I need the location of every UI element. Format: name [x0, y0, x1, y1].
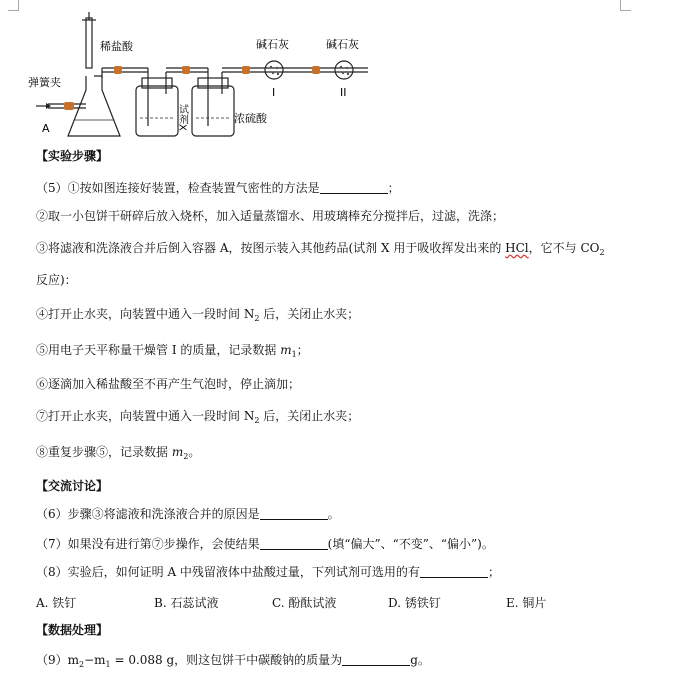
heading-steps: 【实验步骤】	[36, 149, 109, 163]
option-b[interactable]: B. 石蕊试液	[154, 596, 219, 610]
heading-data: 【数据处理】	[36, 623, 109, 637]
question-8: （8）实验后，如何证明 A 中残留液体中盐酸过量，下列试剂可选用的有 ；	[36, 565, 500, 579]
flask-a	[68, 76, 120, 136]
hcl-term: HCl	[505, 241, 529, 255]
option-e[interactable]: E. 铜片	[506, 596, 547, 610]
question-9: $(9)m_2-m_1 = 0.088$ g，则这包饼干中碳酸钠的质量为 g。	[36, 653, 430, 669]
drying-tube-2	[335, 61, 353, 79]
label-acid: 稀盐酸	[100, 40, 133, 53]
answer-blank-5[interactable]	[320, 181, 388, 194]
answer-blank-7[interactable]	[260, 537, 328, 550]
option-a[interactable]: A. 铁钉	[36, 596, 77, 610]
label-flask: A	[42, 122, 50, 135]
question-7: （7）如果没有进行第⑦步操作，会使结果 (填“偏大”、“不变”、“偏小”)。	[36, 537, 494, 551]
answer-blank-8[interactable]	[420, 565, 488, 578]
step-7: ⑦打开止水夹，向装置中通入一段时间 $N_2$ 后，关闭止水夹；	[36, 409, 360, 425]
bottle-sulfuric-acid	[192, 86, 234, 136]
label-tube-1: I	[272, 86, 276, 99]
label-clip: 弹簧夹	[28, 76, 61, 89]
question-6: （6）步骤③将滤液和洗涤液合并的原因是 。	[36, 507, 340, 521]
step-8: ⑧重复步骤⑤，记录数据 $m_2$。	[36, 445, 201, 461]
label-lime-1: 碱石灰	[256, 38, 289, 51]
step-2: ②取一小包饼干研碎后放入烧杯，加入适量蒸馏水、用玻璃棒充分搅拌后，过滤，洗涤；	[36, 209, 505, 223]
apparatus-diagram	[28, 8, 388, 146]
step-6: ⑥逐滴加入稀盐酸至不再产生气泡时，停止滴加；	[36, 377, 301, 391]
label-sulfuric-acid: 浓硫酸	[234, 112, 267, 125]
funnel-tube	[86, 18, 92, 68]
question-5: （5）①按如图连接好装置，检查装置气密性的方法是 ；	[36, 181, 400, 195]
page-corner-mark-left	[8, 0, 19, 11]
page-corner-mark-right	[620, 0, 631, 11]
label-reagent-x: 试剂X	[176, 104, 188, 131]
step-3: ③将滤液和洗涤液合并后倒入容器 A，按图示装入其他药品(试剂 X 用于吸收挥发出来的 HCl，它不与 $CO_2$	[36, 241, 605, 257]
drying-tube-1	[265, 61, 283, 79]
step-3-continued: 反应)：	[36, 273, 77, 287]
heading-discussion: 【交流讨论】	[36, 479, 109, 493]
option-d[interactable]: D. 锈铁钉	[388, 596, 441, 610]
option-c[interactable]: C. 酚酞试液	[272, 596, 337, 610]
step-5: ⑤用电子天平称量干燥管 I 的质量，记录数据 $m_1$；	[36, 343, 309, 359]
step-4: ④打开止水夹，向装置中通入一段时间 $N_2$ 后，关闭止水夹；	[36, 307, 360, 323]
answer-blank-6[interactable]	[260, 507, 328, 520]
label-lime-2: 碱石灰	[326, 38, 359, 51]
bottle-reagent-x	[136, 86, 178, 136]
answer-blank-9[interactable]	[342, 653, 410, 666]
label-tube-2: II	[340, 86, 347, 99]
